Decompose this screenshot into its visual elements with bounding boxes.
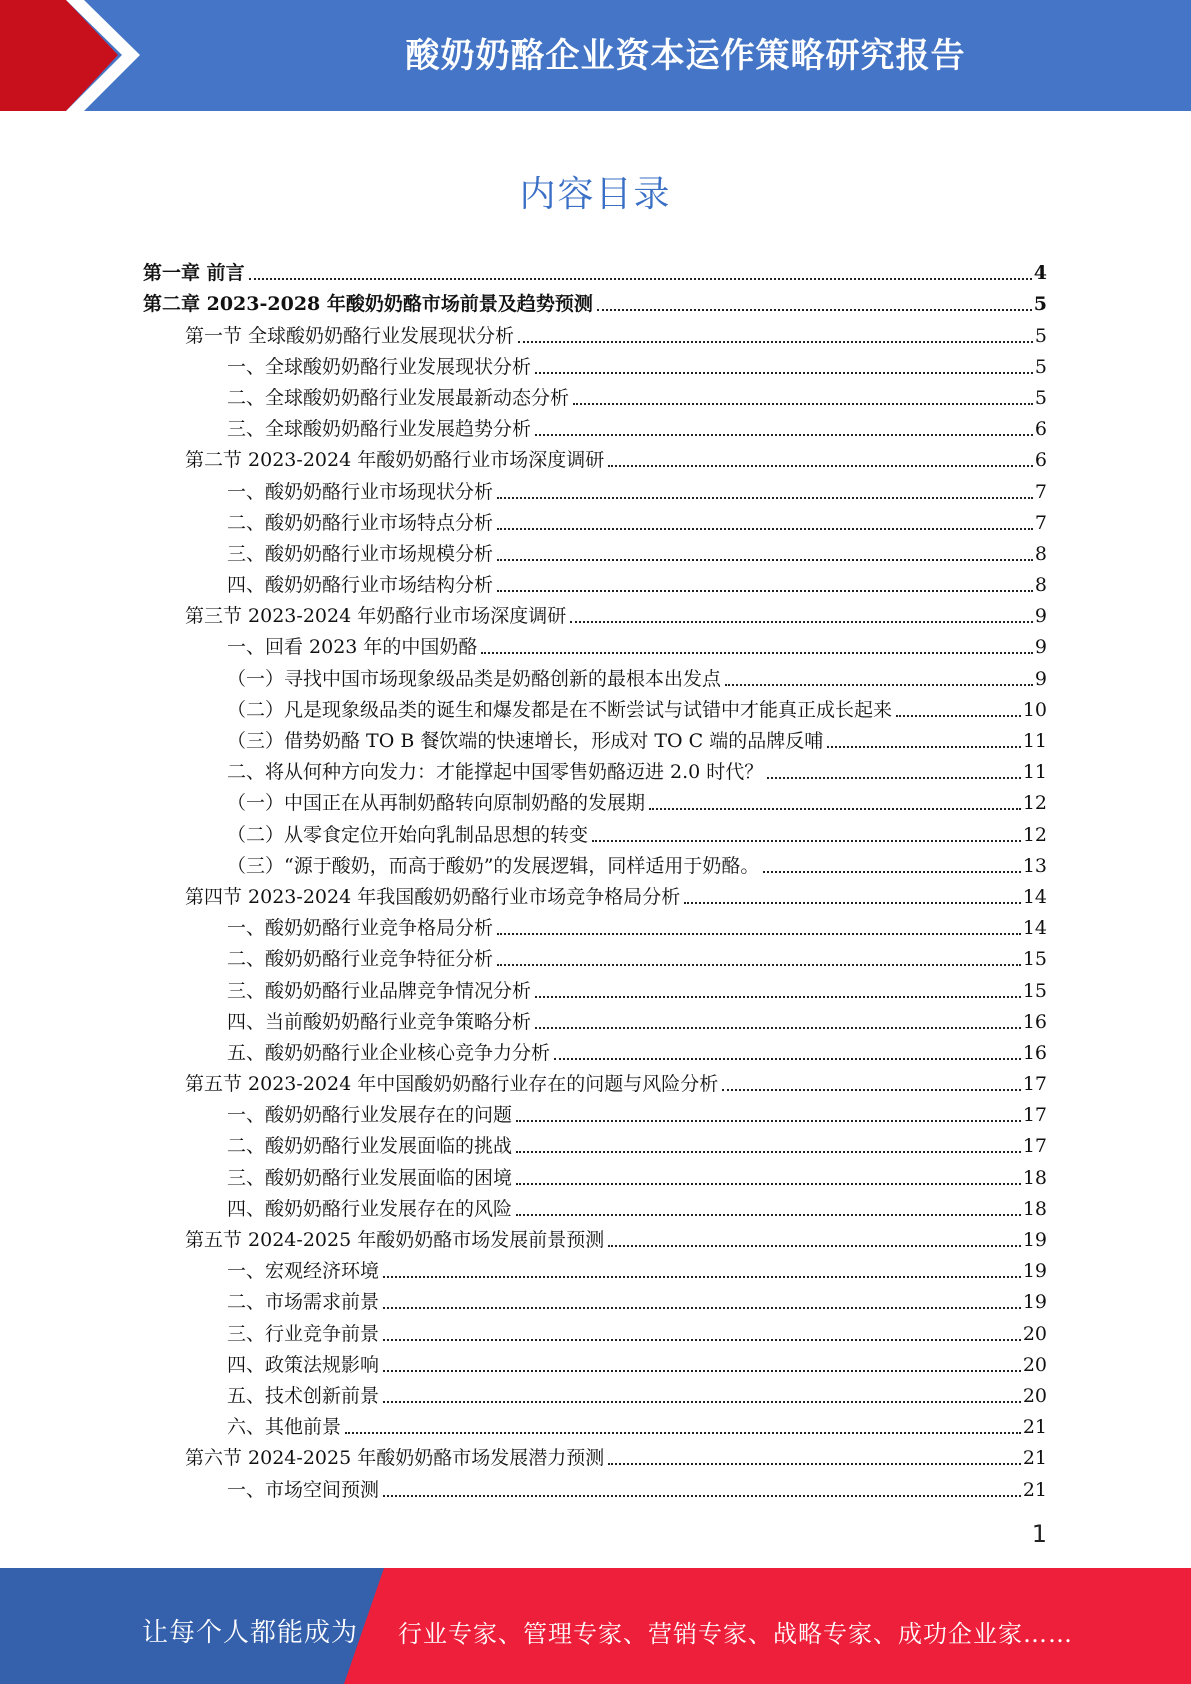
footer-banner: [0, 1568, 1191, 1684]
toc-entry-page: 7: [1034, 511, 1047, 534]
toc-dot-leader: [608, 1244, 1021, 1247]
toc-entry[interactable]: [143, 1190, 1047, 1221]
toc-entry-text: 三、全球酸奶奶酪行业发展趋势分析: [227, 418, 532, 441]
toc-entry-page: 18: [1022, 1166, 1047, 1189]
toc-dot-leader: [684, 901, 1021, 904]
toc-entry[interactable]: [143, 348, 1047, 379]
toc-dot-leader: [649, 807, 1021, 810]
toc-dot-leader: [516, 1182, 1021, 1185]
toc-entry[interactable]: [143, 1065, 1047, 1096]
toc-entry-page: 14: [1022, 885, 1047, 908]
toc-entry-page: 18: [1022, 1197, 1047, 1220]
toc-entry-page: 15: [1022, 979, 1047, 1002]
toc-entry-text: 五、技术创新前景: [227, 1384, 380, 1407]
toc-entry-page: 21: [1022, 1447, 1047, 1470]
toc-dot-leader: [249, 277, 1032, 280]
toc-entry-text: 一、市场空间预测: [227, 1478, 380, 1501]
toc-entry[interactable]: [143, 1127, 1047, 1158]
toc-entry-text: 二、将从何种方向发力：才能撑起中国零售奶酪迈进 2.0 时代？: [227, 761, 764, 784]
toc-dot-leader: [554, 1057, 1021, 1060]
toc-dot-leader: [383, 1369, 1021, 1372]
toc-entry-text: （一）中国正在从再制奶酪转向原制奶酪的发展期: [227, 792, 646, 815]
toc-entry-text: 第一节 全球酸奶奶酪行业发展现状分析: [185, 324, 515, 347]
toc-dot-leader: [383, 1275, 1021, 1278]
toc-dot-leader: [763, 870, 1020, 873]
toc-dot-leader: [535, 1026, 1021, 1029]
table-of-contents: [143, 254, 1047, 1502]
toc-entry[interactable]: [143, 1003, 1047, 1034]
toc-entry-text: 第一章 前言: [143, 262, 245, 285]
toc-dot-leader: [597, 308, 1032, 311]
toc-entry-page: 9: [1034, 605, 1047, 628]
toc-entry-text: 二、酸奶奶酪行业市场特点分析: [227, 511, 494, 534]
toc-dot-leader: [497, 963, 1021, 966]
toc-entry[interactable]: [143, 597, 1047, 628]
toc-entry-page: 20: [1022, 1353, 1047, 1376]
page-number: 1: [1031, 1520, 1047, 1548]
toc-entry-text: 一、酸奶奶酪行业发展存在的问题: [227, 1104, 513, 1127]
toc-entry-page: 5: [1033, 293, 1047, 316]
toc-entry-text: 六、其他前景: [227, 1416, 342, 1439]
toc-dot-leader: [722, 1088, 1021, 1091]
toc-dot-leader: [481, 651, 1032, 654]
toc-entry-page: 16: [1022, 1010, 1047, 1033]
toc-entry[interactable]: [143, 1377, 1047, 1408]
toc-entry-text: 五、酸奶奶酪行业企业核心竞争力分析: [227, 1041, 551, 1064]
toc-entry-page: 19: [1022, 1291, 1047, 1314]
toc-entry[interactable]: [143, 1158, 1047, 1189]
toc-entry-text: 一、宏观经济环境: [227, 1260, 380, 1283]
toc-entry-page: 5: [1034, 355, 1047, 378]
toc-dot-leader: [608, 464, 1033, 467]
toc-entry[interactable]: [143, 316, 1047, 347]
toc-entry-page: 19: [1022, 1229, 1047, 1251]
toc-entry[interactable]: [143, 1096, 1047, 1127]
toc-entry-text: 一、酸奶奶酪行业竞争格局分析: [227, 917, 494, 940]
toc-entry-page: 12: [1022, 823, 1047, 846]
toc-entry[interactable]: [143, 1346, 1047, 1377]
toc-dot-leader: [383, 1494, 1021, 1497]
toc-entry[interactable]: [143, 1034, 1047, 1065]
toc-entry-text: （二）从零食定位开始向乳制品思想的转变: [227, 823, 589, 846]
toc-entry-text: 三、酸奶奶酪行业市场规模分析: [227, 542, 494, 565]
toc-entry-page: 11: [1022, 730, 1047, 752]
toc-entry-page: 14: [1022, 917, 1047, 940]
toc-dot-leader: [497, 589, 1033, 592]
toc-entry-text: （一）寻找中国市场现象级品类是奶酪创新的最根本出发点: [227, 667, 722, 690]
toc-dot-leader: [383, 1338, 1021, 1341]
toc-entry-text: 第六节 2024-2025 年酸奶奶酪市场发展潜力预测: [185, 1447, 605, 1470]
toc-dot-leader: [497, 527, 1033, 530]
toc-entry-text: 二、酸奶奶酪行业竞争特征分析: [227, 948, 494, 971]
toc-entry-text: 第五节 2024-2025 年酸奶奶酪市场发展前景预测: [185, 1229, 605, 1251]
toc-dot-leader: [516, 1213, 1021, 1216]
toc-title: 内容目录: [519, 174, 672, 215]
toc-entry[interactable]: [143, 1470, 1047, 1501]
toc-entry-page: 15: [1022, 948, 1047, 971]
toc-entry-page: 12: [1022, 792, 1047, 815]
toc-dot-leader: [535, 995, 1021, 998]
toc-entry-text: 一、酸奶奶酪行业市场现状分析: [227, 480, 494, 503]
toc-entry[interactable]: [143, 1252, 1047, 1283]
toc-entry[interactable]: [143, 254, 1047, 285]
toc-dot-leader: [497, 496, 1033, 499]
toc-entry[interactable]: [143, 1283, 1047, 1314]
toc-entry-page: 17: [1022, 1135, 1047, 1158]
toc-entry-page: 6: [1034, 418, 1047, 441]
toc-dot-leader: [535, 371, 1033, 374]
toc-entry-text: 第三节 2023-2024 年奶酪行业市场深度调研: [185, 605, 567, 628]
toc-entry[interactable]: [143, 753, 1047, 784]
toc-entry[interactable]: [143, 1314, 1047, 1345]
toc-entry[interactable]: [143, 441, 1047, 472]
toc-entry-page: 10: [1022, 698, 1047, 721]
toc-entry-text: 四、当前酸奶奶酪行业竞争策略分析: [227, 1010, 532, 1033]
toc-entry-text: 三、行业竞争前景: [227, 1322, 380, 1345]
toc-entry-page: 21: [1022, 1416, 1047, 1439]
chevron-arrow-icon: [0, 0, 160, 111]
toc-entry-page: 4: [1033, 262, 1047, 285]
toc-entry[interactable]: [143, 504, 1047, 535]
toc-entry-page: 6: [1034, 449, 1047, 472]
toc-entry-page: 9: [1034, 636, 1047, 659]
toc-dot-leader: [383, 1306, 1021, 1309]
toc-entry-text: 三、酸奶奶酪行业发展面临的困境: [227, 1166, 513, 1189]
toc-entry-page: 17: [1022, 1073, 1047, 1096]
toc-entry[interactable]: [143, 940, 1047, 971]
toc-entry[interactable]: [143, 847, 1047, 878]
toc-entry-text: 第四节 2023-2024 年我国酸奶奶酪行业市场竞争格局分析: [185, 885, 681, 908]
toc-dot-leader: [535, 433, 1033, 436]
toc-entry[interactable]: [143, 878, 1047, 909]
toc-entry[interactable]: [143, 815, 1047, 846]
footer-slogan-left: 让每个人都能成为: [142, 1618, 359, 1648]
toc-entry-page: 21: [1022, 1478, 1047, 1501]
toc-dot-leader: [497, 932, 1021, 935]
toc-entry-text: 一、全球酸奶奶酪行业发展现状分析: [227, 355, 532, 378]
toc-entry-text: 四、酸奶奶酪行业市场结构分析: [227, 574, 494, 597]
toc-entry-page: 11: [1022, 761, 1047, 784]
toc-entry[interactable]: [143, 379, 1047, 410]
toc-entry[interactable]: [143, 971, 1047, 1002]
toc-entry[interactable]: [143, 566, 1047, 597]
toc-dot-leader: [516, 1119, 1021, 1122]
toc-dot-leader: [608, 1462, 1021, 1465]
toc-entry-text: 二、酸奶奶酪行业发展面临的挑战: [227, 1135, 513, 1158]
toc-entry-page: 8: [1034, 542, 1047, 565]
toc-entry-text: 四、酸奶奶酪行业发展存在的风险: [227, 1197, 513, 1220]
toc-dot-leader: [725, 683, 1033, 686]
toc-entry-page: 20: [1022, 1384, 1047, 1407]
toc-dot-leader: [497, 558, 1033, 561]
toc-entry-text: （三）“源于酸奶，而高于酸奶”的发展逻辑，同样适用于奶酪。: [227, 854, 760, 877]
toc-entry-text: 三、酸奶奶酪行业品牌竞争情况分析: [227, 979, 532, 1002]
toc-dot-leader: [592, 839, 1021, 842]
toc-dot-leader: [570, 620, 1033, 623]
toc-entry-page: 8: [1034, 574, 1047, 597]
toc-entry[interactable]: [143, 909, 1047, 940]
header-banner: [0, 0, 1191, 111]
toc-entry-text: （二）凡是现象级品类的诞生和爆发都是在不断尝试与试错中才能真正成长起来: [227, 698, 893, 721]
toc-entry[interactable]: [143, 659, 1047, 690]
toc-entry[interactable]: [143, 410, 1047, 441]
toc-dot-leader: [383, 1400, 1021, 1403]
toc-entry[interactable]: [143, 722, 1047, 753]
toc-entry-page: 16: [1022, 1041, 1047, 1064]
footer-slogan-right: 行业专家、管理专家、营销专家、战略专家、成功企业家……: [398, 1620, 1073, 1648]
toc-entry-text: 二、市场需求前景: [227, 1291, 380, 1314]
toc-entry[interactable]: [143, 472, 1047, 503]
toc-entry[interactable]: [143, 691, 1047, 722]
toc-entry-text: 第五节 2023-2024 年中国酸奶奶酪行业存在的问题与风险分析: [185, 1073, 719, 1096]
toc-dot-leader: [827, 745, 1021, 748]
toc-entry[interactable]: [143, 628, 1047, 659]
report-title: 酸奶奶酪企业资本运作策略研究报告: [405, 36, 966, 76]
toc-entry-page: 20: [1022, 1322, 1047, 1345]
toc-dot-leader: [345, 1431, 1021, 1434]
toc-dot-leader: [573, 402, 1033, 405]
toc-entry[interactable]: [143, 1221, 1047, 1252]
toc-entry[interactable]: [143, 535, 1047, 566]
toc-entry-text: 第二节 2023-2024 年酸奶奶酪行业市场深度调研: [185, 449, 605, 472]
toc-entry-text: 四、政策法规影响: [227, 1353, 380, 1376]
toc-entry-text: （三）借势奶酪 TO B 餐饮端的快速增长，形成对 TO C 端的品牌反哺: [227, 730, 824, 752]
toc-entry-text: 一、回看 2023 年的中国奶酪: [227, 636, 478, 659]
toc-entry-text: 二、全球酸奶奶酪行业发展最新动态分析: [227, 386, 570, 409]
toc-entry[interactable]: [143, 1408, 1047, 1439]
toc-dot-leader: [767, 776, 1021, 779]
toc-entry-page: 19: [1022, 1260, 1047, 1283]
toc-entry[interactable]: [143, 1439, 1047, 1470]
toc-entry-page: 17: [1022, 1104, 1047, 1127]
toc-entry[interactable]: [143, 784, 1047, 815]
toc-entry-page: 5: [1034, 386, 1047, 409]
toc-dot-leader: [516, 1150, 1021, 1153]
toc-entry-text: 第二章 2023-2028 年酸奶奶酪市场前景及趋势预测: [143, 293, 593, 316]
toc-entry[interactable]: [143, 285, 1047, 316]
toc-entry-page: 13: [1022, 854, 1047, 877]
toc-entry-page: 9: [1034, 667, 1047, 690]
toc-dot-leader: [896, 714, 1021, 717]
toc-entry-page: 5: [1034, 324, 1047, 347]
toc-entry-page: 7: [1034, 480, 1047, 503]
toc-dot-leader: [518, 340, 1033, 343]
